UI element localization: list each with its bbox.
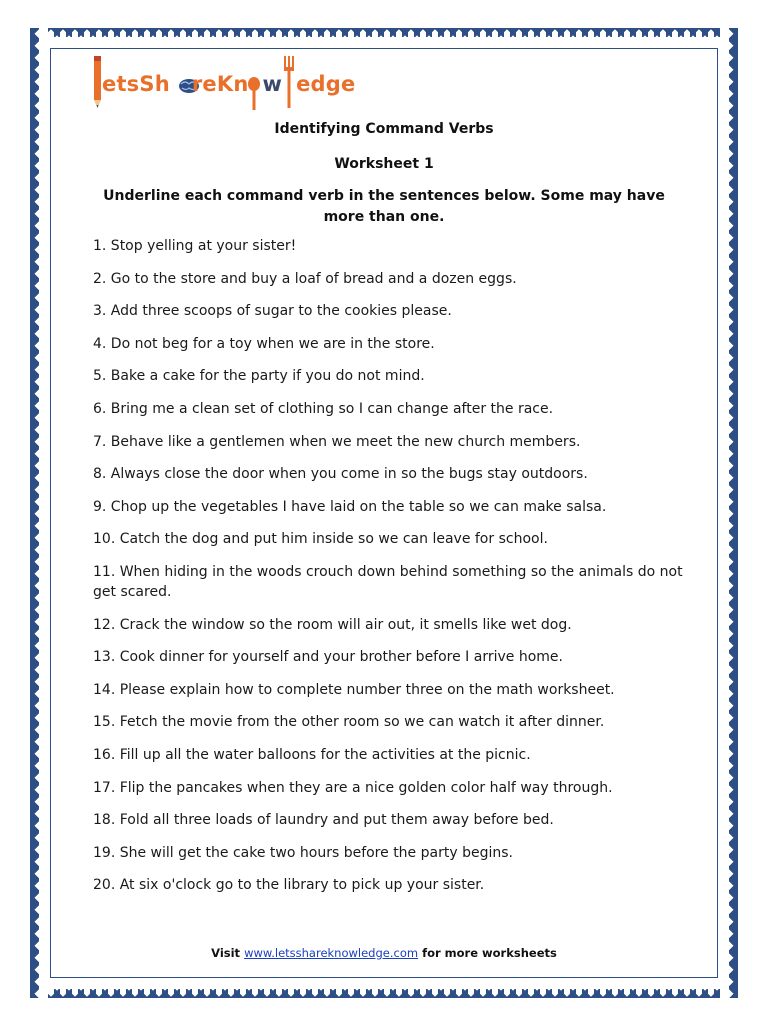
- sentence-item: 7. Behave like a gentlemen when we meet the new church members.: [93, 433, 581, 450]
- sentence-item: 4. Do not beg for a toy when we are in the store.: [93, 335, 435, 352]
- footer: [0, 946, 768, 960]
- sentence-item: 14. Please explain how to complete number three on the math worksheet.: [93, 681, 615, 698]
- border-bottom: [30, 980, 738, 998]
- sentence-item: 19. She will get the cake two hours before the party begins.: [93, 844, 513, 861]
- sentence-item: 13. Cook dinner for yourself and your brother before I arrive home.: [93, 649, 563, 666]
- sentence-item: 18. Fold all three loads of laundry and put them away before bed.: [93, 812, 554, 829]
- footer-link[interactable]: www.letsshareknowledge.com: [244, 946, 419, 960]
- sentence-item: 8. Always close the door when you come in so the bugs stay outdoors.: [93, 466, 588, 483]
- logo-text-2: reKn: [191, 72, 249, 96]
- logo-letter-l: [282, 72, 296, 96]
- sentence-item: 5. Bake a cake for the party if you do not mind.: [93, 368, 425, 385]
- sentence-list: [93, 236, 683, 895]
- sentence-item: 15. Fetch the movie from the other room so we can watch it after dinner.: [93, 714, 605, 731]
- sentence-item: 9. Chop up the vegetables I have laid on the table so we can make salsa.: [93, 498, 607, 515]
- logo-text-3: w: [262, 72, 283, 96]
- logo-wordmark: [88, 72, 355, 96]
- border-right: [720, 28, 738, 998]
- border-top: [30, 28, 738, 46]
- sentence-item: 17. Flip the pancakes when they are a nice golden color half way through.: [93, 779, 613, 796]
- worksheet-subtitle: Worksheet 1: [334, 156, 434, 172]
- sentence-item: 10. Catch the dog and put him inside so we can leave for school.: [93, 531, 548, 548]
- border-left: [30, 28, 48, 998]
- sentence-item: 11. When hiding in the woods crouch down behind something so the animals do not get scared.: [93, 563, 683, 600]
- footer-suffix: for more worksheets: [418, 946, 557, 960]
- sentence-item: 12. Crack the window so the room will air out, it smells like wet dog.: [93, 616, 572, 633]
- instructions: Underline each command verb in the sentences below. Some may have more than one.: [103, 188, 665, 225]
- logo-letter-o: [248, 72, 262, 96]
- footer-prefix: Visit: [211, 946, 245, 960]
- logo-text-1: etsSh: [102, 72, 170, 96]
- sentence-item: 6. Bring me a clean set of clothing so I can change after the race.: [93, 400, 554, 417]
- sentence-item: 2. Go to the store and buy a loaf of bread and a dozen eggs.: [93, 270, 517, 287]
- sentence-item: 20. At six o'clock go to the library to pick up your sister.: [93, 877, 485, 894]
- sentence-item: 16. Fill up all the water balloons for the activities at the picnic.: [93, 746, 531, 763]
- site-logo: [88, 50, 358, 112]
- worksheet-title: Identifying Command Verbs: [274, 121, 494, 137]
- logo-letter-L: [88, 72, 102, 96]
- sentence-item: 3. Add three scoops of sugar to the cookies please.: [93, 303, 452, 320]
- logo-letter-a: [170, 72, 192, 96]
- logo-text-4: edge: [296, 72, 356, 96]
- sentence-item: 1. Stop yelling at your sister!: [93, 238, 297, 254]
